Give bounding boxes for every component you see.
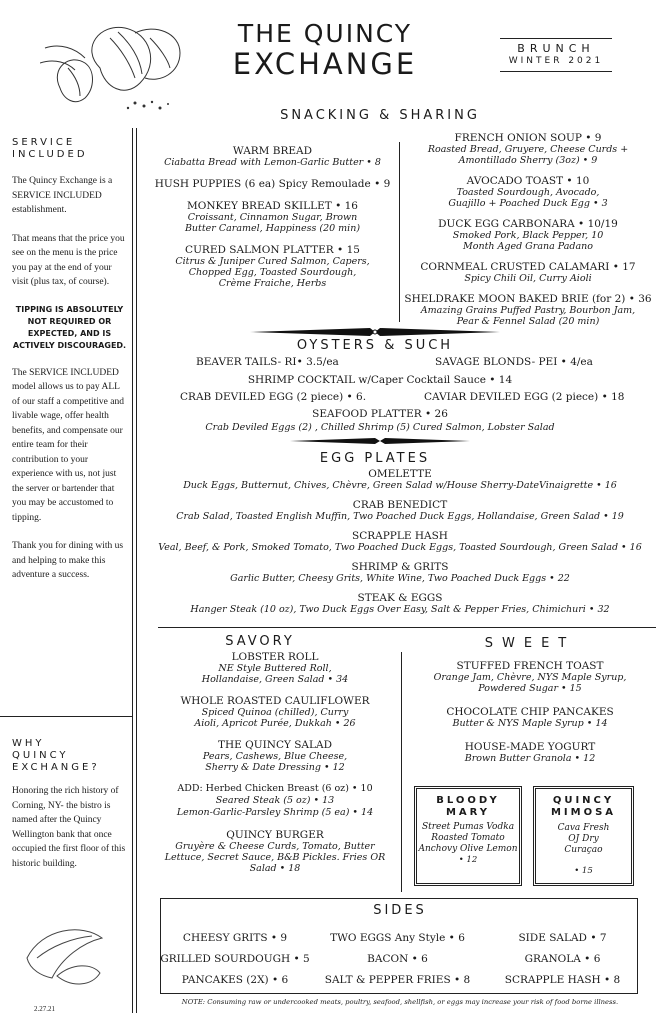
service-paragraph-2: That means that the price you see on the menu is the price you pay at the end of your visit (plus tax, of course). bbox=[12, 233, 125, 287]
sweet-column bbox=[410, 660, 650, 764]
salad-name: THE QUINCY SALAD bbox=[217, 739, 332, 751]
section-title-savory: SAVORY bbox=[225, 634, 295, 649]
sides-column-2 bbox=[315, 928, 480, 991]
service-title bbox=[12, 137, 127, 161]
mimosa-price: • 15 bbox=[574, 866, 593, 876]
yogurt-name: HOUSE-MADE YOGURT bbox=[464, 741, 596, 753]
item-name: HUSH PUPPIES (6 ea) Spicy Remoulade • 9 bbox=[154, 178, 391, 190]
item-name: AVOCADO TOAST • 10 bbox=[466, 175, 590, 187]
oyster-savage-blonds: SAVAGE BLONDS- PEI • 4/ea bbox=[435, 356, 593, 368]
item-name: SHRIMP & GRITS bbox=[351, 561, 449, 573]
service-title-line2: INCLUDED bbox=[12, 149, 88, 160]
section-title-snacking: SNACKING & SHARING bbox=[280, 108, 480, 123]
menu-season-box bbox=[500, 38, 612, 72]
menu-item bbox=[150, 468, 650, 491]
garlic-illustration bbox=[40, 8, 195, 113]
item-name: CORNMEAL CRUSTED CALAMARI • 17 bbox=[420, 261, 636, 273]
menu-item bbox=[403, 218, 653, 252]
burger-desc: Gruyère & Cheese Curds, Tomato, Butter Lettuce, Secret Sauce, B&B Pickles. Fries OR Salad • 18 bbox=[164, 841, 386, 874]
item-desc: Crab Deviled Eggs (2) , Chilled Shrimp (5) Cured Salmon, Lobster Salad bbox=[205, 422, 555, 433]
mimosa-title-line1: QUINCY bbox=[552, 795, 615, 806]
side-item: PANCAKES (2X) • 6 bbox=[181, 974, 289, 986]
why-title-line2: QUINCY bbox=[12, 750, 69, 761]
menu-item bbox=[150, 561, 650, 584]
item-name: DUCK EGG CARBONARA • 10/19 bbox=[438, 218, 618, 230]
sides-column-3 bbox=[490, 928, 635, 991]
item-desc: Veal, Beef, & Pork, Smoked Tomato, Two Poached Duck Eggs, Toasted Sourdough, Green Salad • 16 bbox=[158, 542, 642, 553]
pancakes-desc: Butter & NYS Maple Syrup • 14 bbox=[452, 718, 608, 729]
item-name: CRAB BENEDICT bbox=[352, 499, 448, 511]
snacking-right-column bbox=[403, 132, 653, 327]
side-item: TWO EGGS Any Style • 6 bbox=[330, 932, 465, 944]
addon-chicken: ADD: Herbed Chicken Breast (6 oz) • 10 bbox=[177, 783, 373, 794]
salad-addons bbox=[155, 783, 395, 819]
oyster-beaver-tails: BEAVER TAILS- RI• 3.5/ea bbox=[196, 356, 339, 368]
side-item: GRILLED SOURDOUGH • 5 bbox=[160, 953, 310, 965]
bloody-mary-title bbox=[417, 795, 519, 819]
item-name: STEAK & EGGS bbox=[357, 592, 443, 604]
item-desc: Crab Salad, Toasted English Muffin, Two Poached Duck Eggs, Hollandaise, Green Salad • 19 bbox=[176, 511, 624, 522]
lobster-roll-desc: NE Style Buttered Roll, Hollandaise, Green Salad • 34 bbox=[201, 663, 349, 685]
item-name: OMELETTE bbox=[368, 468, 432, 480]
why-text: Honoring the rich history of Corning, NY- the bistro is named after the Quincy Wellington bank that once occupied the first floor of this historic building. bbox=[12, 786, 126, 869]
why-title-line3: EXCHANGE? bbox=[12, 762, 100, 773]
mimosa-box bbox=[533, 786, 634, 886]
menu-item bbox=[150, 499, 650, 522]
ornament-divider bbox=[250, 326, 500, 338]
addon-shrimp: Lemon-Garlic-Parsley Shrimp (5 ea) • 14 bbox=[176, 807, 374, 818]
sidebar-divider bbox=[0, 716, 132, 717]
section-title-oysters: OYSTERS & SUCH bbox=[296, 338, 454, 353]
menu-item bbox=[403, 132, 653, 166]
mimosa-title bbox=[536, 795, 631, 819]
seafood-platter bbox=[180, 408, 580, 433]
bloody-mary-desc: Street Pumas Vodka Roasted Tomato Anchovy Olive Lemon bbox=[418, 822, 518, 854]
menu-item bbox=[150, 145, 395, 168]
cauliflower-desc: Spiced Quinoa (chilled), Curry Aioli, Apricot Purée, Dukkah • 26 bbox=[194, 707, 356, 729]
egg-plates-list bbox=[150, 468, 650, 615]
item-name: FRENCH ONION SOUP • 9 bbox=[454, 132, 602, 144]
garlic-clove-illustration bbox=[22, 918, 107, 993]
bloody-title-line2: MARY bbox=[445, 807, 491, 818]
side-item: BACON • 6 bbox=[367, 953, 428, 965]
section-divider bbox=[158, 627, 656, 628]
item-desc: Amazing Grains Puffed Pastry, Bourbon Jam, Pear & Fennel Salad (20 min) bbox=[420, 305, 636, 327]
service-paragraph-4: Thank you for dining with us and helping to make this adventure a success. bbox=[12, 541, 124, 580]
item-desc: Roasted Bread, Gruyere, Cheese Curds + Amontillado Sherry (3oz) • 9 bbox=[427, 144, 629, 166]
menu-item bbox=[150, 178, 395, 190]
bloody-mary-box bbox=[414, 786, 522, 886]
item-name: CURED SALMON PLATTER • 15 bbox=[185, 244, 360, 256]
item-desc: Hanger Steak (10 oz), Two Duck Eggs Over Easy, Salt & Pepper Fries, Chimichuri • 32 bbox=[190, 604, 610, 615]
sidebar bbox=[12, 137, 127, 583]
item-desc: Garlic Butter, Cheesy Grits, White Wine, Two Poached Duck Eggs • 22 bbox=[230, 573, 570, 584]
salad-desc: Pears, Cashews, Blue Cheese, Sherry & Date Dressing • 12 bbox=[202, 751, 348, 773]
section-title-sides: SIDES bbox=[373, 903, 427, 918]
pancakes-name: CHOCOLATE CHIP PANCAKES bbox=[446, 706, 614, 718]
menu-name: BRUNCH bbox=[517, 42, 595, 55]
item-name: SHELDRAKE MOON BAKED BRIE (for 2) • 36 bbox=[404, 293, 652, 305]
yogurt-desc: Brown Butter Granola • 12 bbox=[464, 753, 596, 764]
item-name: SCRAPPLE HASH bbox=[352, 530, 448, 542]
why-title bbox=[12, 738, 127, 774]
menu-date: 2.27.21 bbox=[34, 1005, 55, 1013]
sidebar-border bbox=[132, 128, 137, 1013]
why-section bbox=[12, 738, 127, 871]
mimosa-title-line2: MIMOSA bbox=[550, 807, 617, 818]
caviar-deviled-egg: CAVIAR DEVILED EGG (2 piece) • 18 bbox=[424, 391, 625, 403]
item-desc: Ciabatta Bread with Lemon-Garlic Butter • 8 bbox=[164, 157, 381, 168]
lobster-roll-name: LOBSTER ROLL bbox=[231, 651, 319, 663]
cauliflower-name: WHOLE ROASTED CAULIFLOWER bbox=[180, 695, 370, 707]
menu-item bbox=[403, 175, 653, 209]
item-desc: Spicy Chili Oil, Curry Aioli bbox=[464, 273, 592, 284]
section-title-egg-plates: EGG PLATES bbox=[319, 451, 431, 466]
column-divider bbox=[401, 652, 402, 892]
side-item: GRANOLA • 6 bbox=[524, 953, 601, 965]
savory-column bbox=[155, 651, 395, 874]
addon-steak: Seared Steak (5 oz) • 13 bbox=[215, 795, 335, 806]
item-desc: Citrus & Juniper Cured Salmon, Capers, Chopped Egg, Toasted Sourdough, Crème Fraiche, Herbs bbox=[175, 256, 370, 289]
item-desc: Duck Eggs, Butternut, Chives, Chèvre, Green Salad w/House Sherry-DateVinaigrette • 16 bbox=[183, 480, 617, 491]
side-item: SIDE SALAD • 7 bbox=[518, 932, 607, 944]
item-desc: Smoked Pork, Black Pepper, 10 Month Aged Grana Padano bbox=[452, 230, 604, 252]
why-title-line1: WHY bbox=[12, 738, 45, 749]
menu-item bbox=[403, 293, 653, 327]
french-toast-name: STUFFED FRENCH TOAST bbox=[456, 660, 604, 672]
menu-season: WINTER 2021 bbox=[508, 56, 604, 66]
brand-logo bbox=[210, 20, 440, 80]
tipping-notice: TIPPING IS ABSOLUTELY NOT REQUIRED OR EXPECTED, AND IS ACTIVELY DISCOURAGED. bbox=[12, 304, 127, 350]
ornament-divider bbox=[290, 436, 470, 446]
brand-line1: THE QUINCY bbox=[237, 19, 413, 48]
side-item: CHEESY GRITS • 9 bbox=[182, 932, 288, 944]
item-name: SEAFOOD PLATTER • 26 bbox=[312, 408, 448, 420]
bloody-mary-price: • 12 bbox=[458, 855, 478, 865]
service-title-line1: SERVICE bbox=[12, 137, 76, 148]
french-toast-desc: Orange Jam, Chèvre, NYS Maple Syrup, Powdered Sugar • 15 bbox=[433, 672, 627, 694]
item-desc: Croissant, Cinnamon Sugar, Brown Butter Caramel, Happiness (20 min) bbox=[184, 212, 361, 234]
side-item: SALT & PEPPER FRIES • 8 bbox=[324, 974, 471, 986]
section-title-sweet: SWEET bbox=[484, 636, 576, 651]
service-paragraph-3: The SERVICE INCLUDED model allows us to pay ALL of our staff a competitive and livable wage, offer health benefits, and compensate our entire team for their contribution to your experience with us, not just the server or bartender that you may be accustomed to tipping. bbox=[12, 367, 124, 523]
shrimp-cocktail: SHRIMP COCKTAIL w/Caper Cocktail Sauce • 14 bbox=[247, 374, 513, 386]
menu-item bbox=[150, 592, 650, 615]
item-desc: Toasted Sourdough, Avocado, Guajillo + Poached Duck Egg • 3 bbox=[448, 187, 608, 209]
item-name: WARM BREAD bbox=[232, 145, 313, 157]
side-item: SCRAPPLE HASH • 8 bbox=[504, 974, 621, 986]
sides-column-1 bbox=[160, 928, 310, 991]
mimosa-desc: Cava Fresh OJ Dry Curaçao bbox=[557, 823, 610, 855]
column-divider bbox=[399, 142, 400, 322]
burger-name: QUINCY BURGER bbox=[226, 829, 324, 841]
food-safety-note: NOTE: Consuming raw or undercooked meats, poultry, seafood, shellfish, or eggs may increase your risk of food borne illness. bbox=[181, 998, 619, 1006]
menu-item bbox=[150, 244, 395, 289]
crab-deviled-egg: CRAB DEVILED EGG (2 piece) • 6. bbox=[180, 391, 367, 403]
menu-item bbox=[150, 530, 650, 553]
bloody-title-line1: BLOODY bbox=[436, 795, 500, 806]
brand-line2: EXCHANGE bbox=[232, 47, 418, 81]
service-paragraph-1: The Quincy Exchange is a SERVICE INCLUDED establishment. bbox=[12, 176, 113, 215]
item-name: MONKEY BREAD SKILLET • 16 bbox=[187, 200, 358, 212]
menu-item bbox=[150, 200, 395, 234]
snacking-left-column bbox=[150, 145, 395, 289]
menu-item bbox=[403, 261, 653, 284]
